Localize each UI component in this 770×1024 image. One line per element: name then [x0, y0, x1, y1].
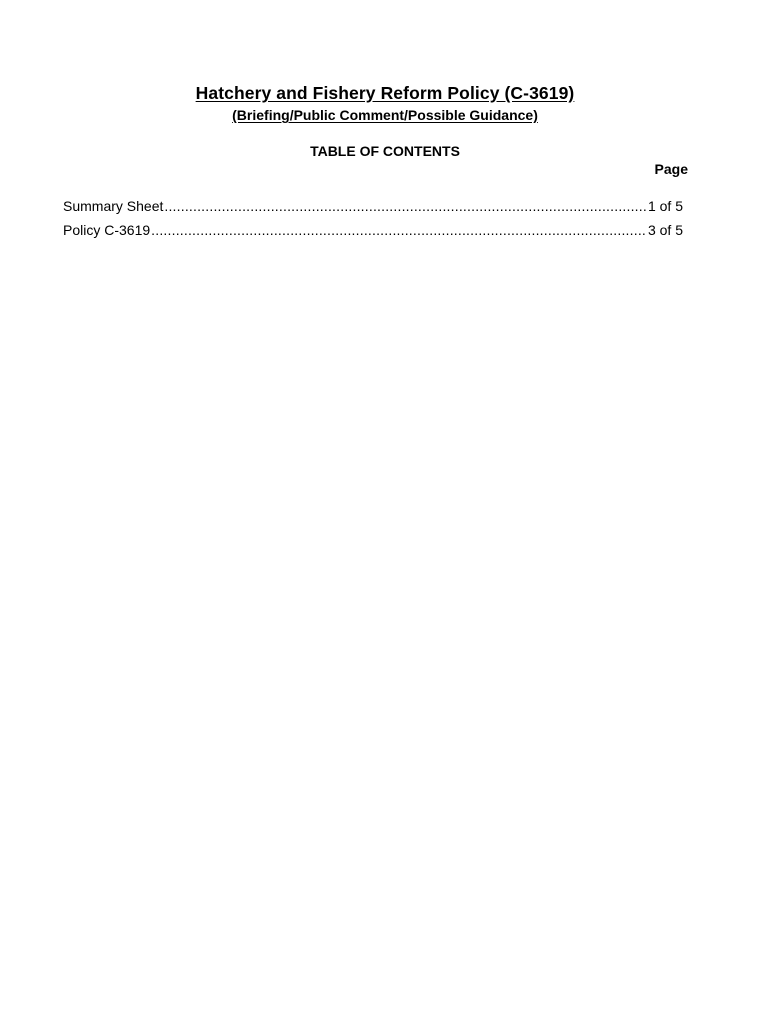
toc-entry-title: Summary Sheet [63, 198, 164, 214]
toc-entry-title: Policy C-3619 [63, 222, 151, 238]
toc-list [63, 197, 683, 245]
toc-entry-page: 3 of 5 [647, 222, 683, 238]
toc-dot-leader [164, 197, 647, 215]
toc-entry-summary-sheet [63, 197, 683, 221]
toc-entry-policy [63, 221, 683, 245]
toc-dot-leader [151, 221, 647, 239]
toc-entry-page: 1 of 5 [647, 198, 683, 214]
page-column-heading: Page [654, 161, 688, 177]
toc-heading: TABLE OF CONTENTS [310, 143, 460, 159]
document-title: Hatchery and Fishery Reform Policy (C-3619) [195, 83, 575, 103]
document-subtitle: (Briefing/Public Comment/Possible Guidance) [232, 107, 538, 123]
